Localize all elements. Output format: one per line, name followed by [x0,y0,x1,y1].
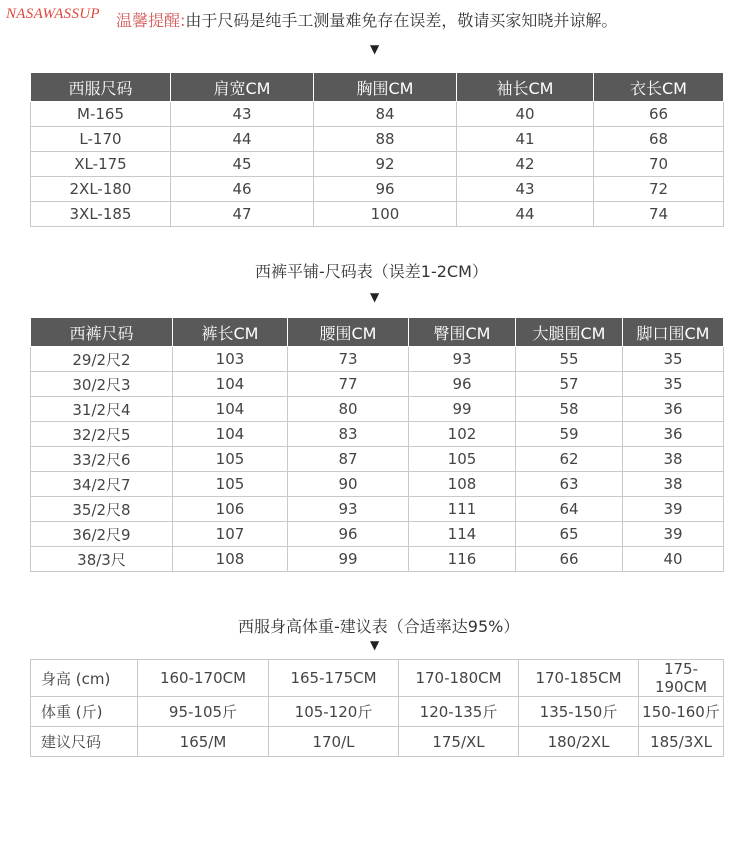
table-cell: 105 [173,447,288,472]
table-cell: 43 [171,102,314,127]
pants-table-row [31,422,724,447]
table-cell: 36 [623,397,724,422]
pants-table-row [31,347,724,372]
table-cell: 65 [516,522,623,547]
table-cell: 135-150斤 [519,697,639,727]
table-cell: 38 [623,472,724,497]
table-row-label: 36/2尺9 [31,522,173,547]
table-cell: 84 [314,102,457,127]
table-cell: 93 [288,497,409,522]
suit-header-sleeve: 袖长CM [457,73,594,102]
table-cell: 108 [173,547,288,572]
table-cell: 66 [516,547,623,572]
table-cell: 47 [171,202,314,227]
pants-header-size: 西裤尺码 [31,318,173,347]
table-row-label: 31/2尺4 [31,397,173,422]
table-row-label: 30/2尺3 [31,372,173,397]
table-cell: 87 [288,447,409,472]
table-row-label: 34/2尺7 [31,472,173,497]
table-cell: 105 [173,472,288,497]
suggest-section-title: 西服身高体重-建议表（合适率达95%） [238,617,520,636]
table-cell: 100 [314,202,457,227]
table-cell: 180/2XL [519,727,639,757]
table-cell: 39 [623,497,724,522]
table-cell: 38 [623,447,724,472]
pants-header-waist: 腰围CM [288,318,409,347]
table-row-label: L-170 [31,127,171,152]
table-cell: 83 [288,422,409,447]
table-cell: 93 [409,347,516,372]
table-cell: 39 [623,522,724,547]
suit-header-length: 衣长CM [594,73,724,102]
pants-table-row [31,547,724,572]
notice-text: 由于尺码是纯手工测量难免存在误差，敬请买家知晓并谅解。 [185,11,618,30]
suit-header-size: 西服尺码 [31,73,171,102]
suggestion-table-row [31,660,724,697]
table-row-label: 2XL-180 [31,177,171,202]
table-cell: 106 [173,497,288,522]
suggestion-table-row [31,727,724,757]
pants-header-hip: 臀围CM [409,318,516,347]
table-cell: 73 [288,347,409,372]
suit-size-table [30,72,724,227]
table-cell: 95-105斤 [138,697,269,727]
table-cell: 104 [173,397,288,422]
table-row-label: 3XL-185 [31,202,171,227]
pants-size-table [30,317,724,572]
table-cell: 88 [314,127,457,152]
table-cell: 40 [457,102,594,127]
table-cell: 104 [173,422,288,447]
table-cell: 62 [516,447,623,472]
table-cell: 90 [288,472,409,497]
table-cell: 96 [409,372,516,397]
table-cell: 105 [409,447,516,472]
table-row-label: 建议尺码 [31,727,138,757]
suit-table-row [31,152,724,177]
table-cell: 44 [457,202,594,227]
pants-table-row [31,522,724,547]
pants-table-row [31,372,724,397]
table-cell: 116 [409,547,516,572]
pants-table-row [31,472,724,497]
table-cell: 40 [623,547,724,572]
table-cell: 160-170CM [138,660,269,697]
table-cell: 41 [457,127,594,152]
suit-table-row [31,177,724,202]
table-cell: 120-135斤 [399,697,519,727]
table-cell: 104 [173,372,288,397]
pants-table-row [31,397,724,422]
pants-table-row [31,497,724,522]
table-cell: 175/XL [399,727,519,757]
table-row-label: M-165 [31,102,171,127]
table-cell: 102 [409,422,516,447]
pants-header-length: 裤长CM [173,318,288,347]
table-row-label: XL-175 [31,152,171,177]
pants-table-row [31,447,724,472]
down-arrow-icon: ▼ [370,290,380,304]
table-cell: 105-120斤 [269,697,399,727]
table-cell: 80 [288,397,409,422]
table-cell: 45 [171,152,314,177]
table-cell: 68 [594,127,724,152]
table-cell: 107 [173,522,288,547]
table-cell: 74 [594,202,724,227]
table-cell: 55 [516,347,623,372]
table-cell: 165/M [138,727,269,757]
table-cell: 114 [409,522,516,547]
table-cell: 70 [594,152,724,177]
table-cell: 170-185CM [519,660,639,697]
suit-table-row [31,202,724,227]
table-row-label: 35/2尺8 [31,497,173,522]
table-cell: 58 [516,397,623,422]
suit-header-chest: 胸围CM [314,73,457,102]
table-cell: 99 [288,547,409,572]
table-cell: 72 [594,177,724,202]
suit-table-row [31,102,724,127]
table-cell: 92 [314,152,457,177]
size-suggestion-table [30,659,724,757]
notice-prefix: 温馨提醒: [116,11,186,30]
table-cell: 64 [516,497,623,522]
suit-table-header-row [31,73,724,102]
table-cell: 46 [171,177,314,202]
table-cell: 150-160斤 [639,697,724,727]
table-cell: 43 [457,177,594,202]
table-cell: 185/3XL [639,727,724,757]
table-cell: 63 [516,472,623,497]
watermark-text: NASAWASSUP [6,6,100,22]
pants-table-header-row [31,318,724,347]
table-cell: 111 [409,497,516,522]
table-cell: 35 [623,347,724,372]
table-cell: 170-180CM [399,660,519,697]
table-row-label: 33/2尺6 [31,447,173,472]
suit-table-row [31,127,724,152]
table-cell: 57 [516,372,623,397]
table-row-label: 身高 (cm) [31,660,138,697]
table-cell: 96 [288,522,409,547]
table-row-label: 32/2尺5 [31,422,173,447]
size-notice [116,8,617,31]
down-arrow-icon: ▼ [370,42,380,56]
table-cell: 175-190CM [639,660,724,697]
table-cell: 165-175CM [269,660,399,697]
table-cell: 99 [409,397,516,422]
pants-header-thigh: 大腿围CM [516,318,623,347]
suggestion-table-row [31,697,724,727]
table-row-label: 38/3尺 [31,547,173,572]
table-cell: 77 [288,372,409,397]
table-row-label: 29/2尺2 [31,347,173,372]
table-cell: 44 [171,127,314,152]
table-cell: 59 [516,422,623,447]
table-cell: 170/L [269,727,399,757]
table-cell: 96 [314,177,457,202]
down-arrow-icon: ▼ [370,638,380,652]
pants-section-title: 西裤平铺-尺码表（误差1-2CM） [255,262,488,281]
table-cell: 42 [457,152,594,177]
table-cell: 36 [623,422,724,447]
table-row-label: 体重 (斤) [31,697,138,727]
table-cell: 103 [173,347,288,372]
table-cell: 66 [594,102,724,127]
pants-header-hem: 脚口围CM [623,318,724,347]
table-cell: 35 [623,372,724,397]
suit-header-shoulder: 肩宽CM [171,73,314,102]
table-cell: 108 [409,472,516,497]
